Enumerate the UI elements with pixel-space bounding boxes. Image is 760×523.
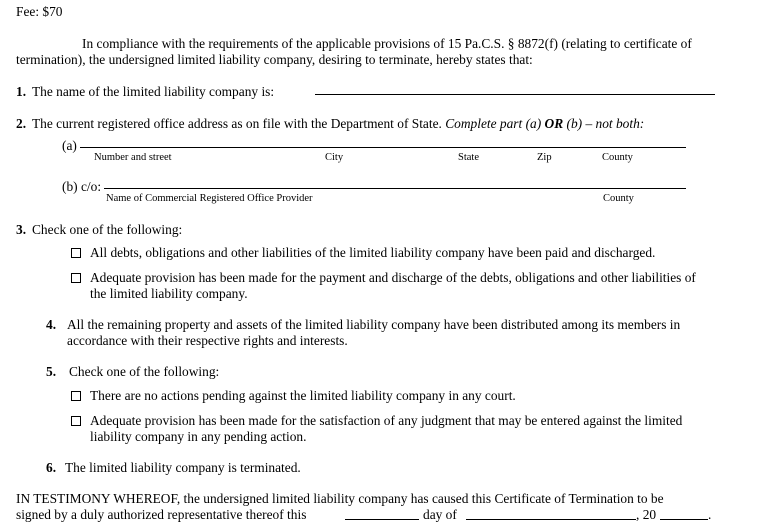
item-2-statement: The current registered office address as on file with the Department of State.	[32, 116, 442, 131]
year-field[interactable]	[660, 519, 708, 520]
testimony-signed-text: signed by a duly authorized representative thereof this	[16, 507, 307, 522]
llc-name-field[interactable]	[315, 94, 715, 95]
item-3-text: Check one of the following:	[32, 222, 183, 237]
item-1-text: The name of the limited liability company is:	[32, 84, 275, 99]
item-2-instruction-pre: Complete part (a)	[445, 116, 545, 131]
item-1-number: 1.	[16, 84, 27, 99]
part-a-label: (a)	[62, 138, 77, 153]
item-5-option-1-text: There are no actions pending against the limited liability company in any court.	[90, 388, 516, 403]
item-3-option-1-text: All debts, obligations and other liabilities of the limited liability company have been paid and discharged.	[90, 245, 656, 260]
intro-line-2: termination), the undersigned limited liability company, desiring to terminate, hereby states that:	[16, 52, 533, 67]
caption-city: City	[325, 152, 344, 163]
caption-zip: Zip	[537, 152, 552, 163]
caption-state: State	[458, 152, 479, 163]
intro-line-1: In compliance with the requirements of the applicable provisions of 15 Pa.C.S. § 8872(f) (relating to certificate of	[82, 36, 692, 51]
item-5-number: 5.	[46, 364, 57, 379]
item-5-text: Check one of the following:	[69, 364, 220, 379]
testimony-period: .	[708, 507, 712, 522]
item-2-instruction-or: OR	[544, 116, 564, 131]
item-4-line-1: All the remaining property and assets of the limited liability company have been distributed among its members in	[67, 317, 681, 332]
item-5-option-2-line-1: Adequate provision has been made for the satisfaction of any judgment that may be entered against the limited	[90, 413, 683, 428]
testimony-day-of-text: day of	[423, 507, 457, 522]
caption-county-b: County	[603, 193, 634, 204]
caption-county-a: County	[602, 152, 633, 163]
item-4-line-2: accordance with their respective rights and interests.	[67, 333, 348, 348]
item-3-option-2-line-1: Adequate provision has been made for the payment and discharge of the debts, obligations and other liabilities of	[90, 270, 696, 285]
part-b-provider-field[interactable]	[104, 188, 686, 189]
item-5-option-1-checkbox[interactable]	[71, 391, 81, 401]
item-4-number: 4.	[46, 317, 57, 332]
item-3-option-2-line-2: the limited liability company.	[90, 286, 248, 301]
item-6-number: 6.	[46, 460, 57, 475]
item-2-instruction-post: (b) – not both:	[563, 116, 645, 131]
item-3-option-2-checkbox[interactable]	[71, 273, 81, 283]
part-b-label: (b) c/o:	[62, 179, 102, 194]
month-field[interactable]	[466, 519, 636, 520]
fee-text: Fee: $70	[16, 4, 63, 19]
caption-provider-name: Name of Commercial Registered Office Provider	[106, 193, 313, 204]
testimony-line-1: IN TESTIMONY WHEREOF, the undersigned limited liability company has caused this Certificate of Termination to be	[16, 491, 664, 506]
testimony-year-prefix: , 20	[636, 507, 657, 522]
item-6-text: The limited liability company is terminated.	[65, 460, 301, 475]
part-a-address-field[interactable]	[80, 147, 686, 148]
item-3-option-1-checkbox[interactable]	[71, 248, 81, 258]
item-5-option-2-line-2: liability company in any pending action.	[90, 429, 307, 444]
item-2-number: 2.	[16, 116, 27, 131]
item-5-option-2-checkbox[interactable]	[71, 416, 81, 426]
item-2-instruction	[445, 116, 644, 131]
caption-number-street: Number and street	[94, 152, 172, 163]
day-field[interactable]	[345, 519, 419, 520]
item-2-text	[32, 116, 644, 132]
item-3-number: 3.	[16, 222, 27, 237]
